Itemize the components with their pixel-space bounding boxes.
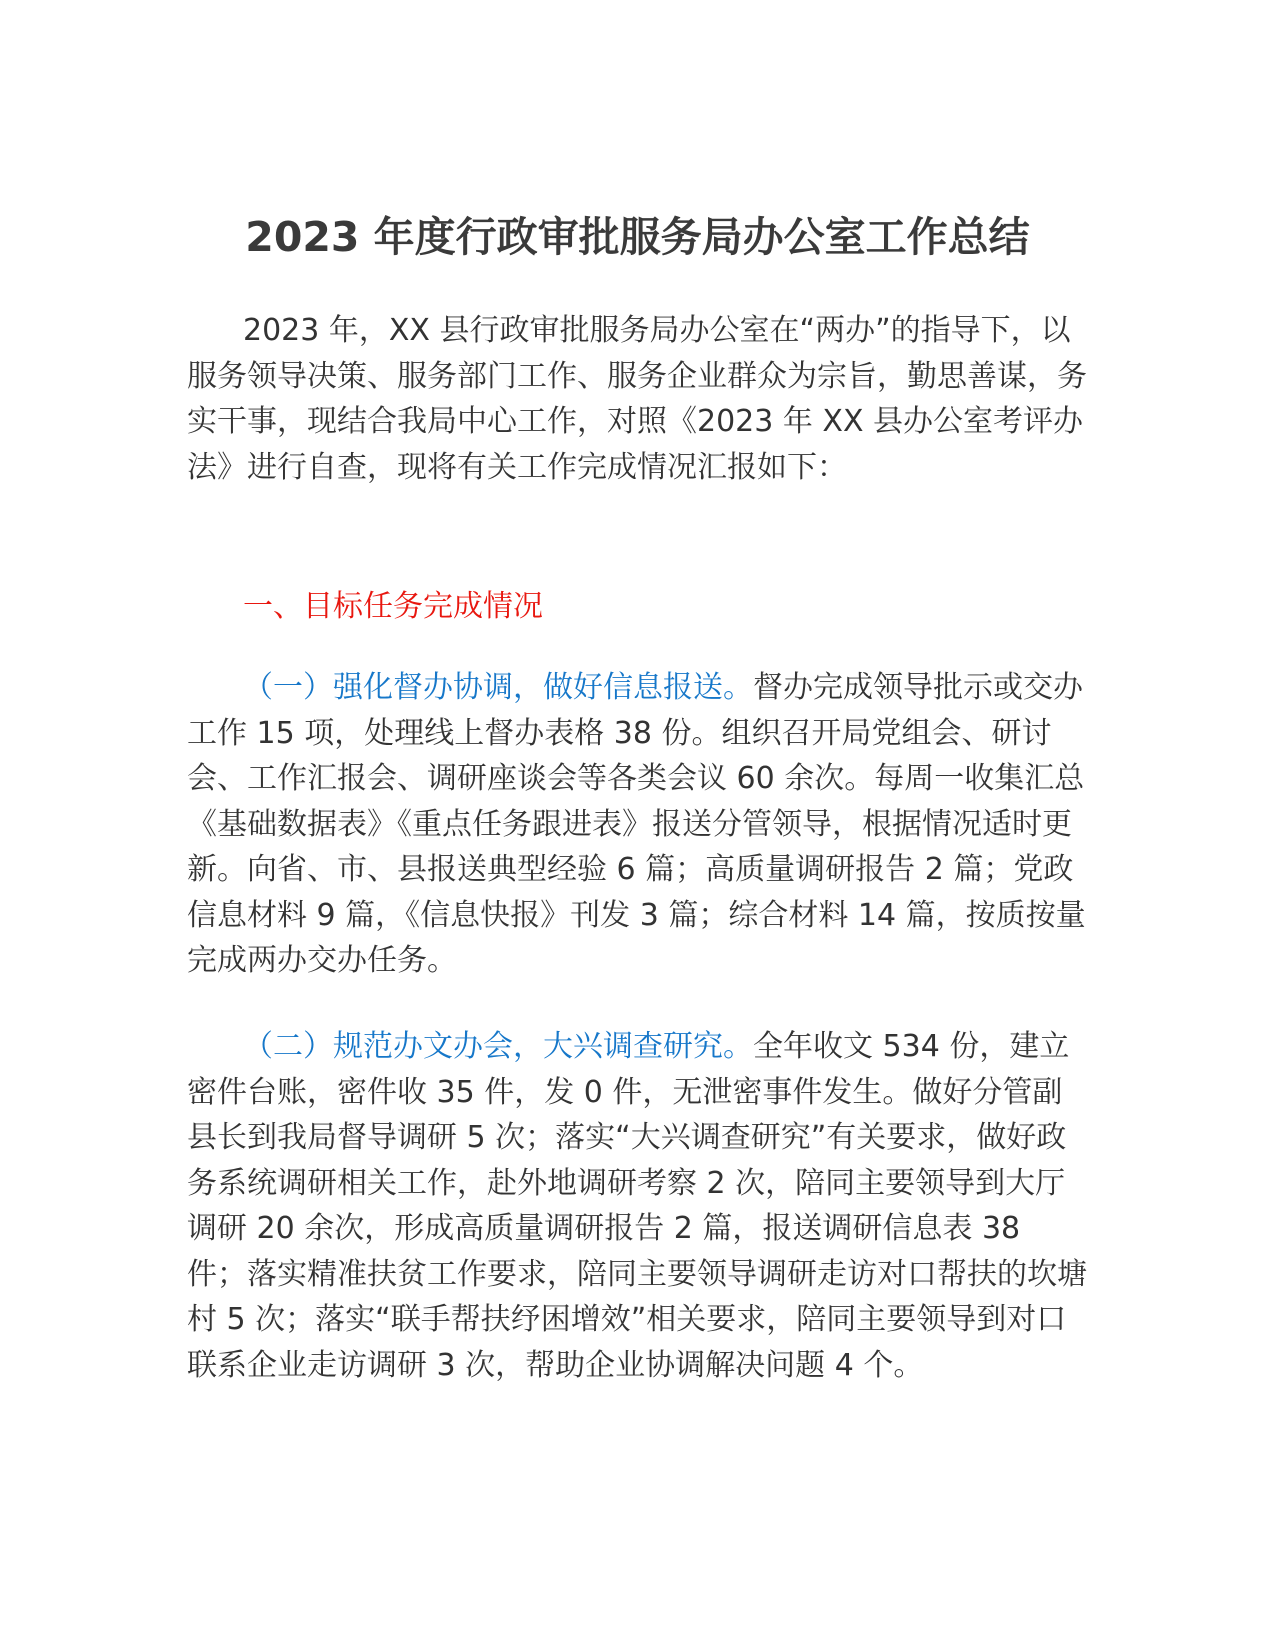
item-2-lead: （二）规范办文办会，大兴调查研究。 (243, 1029, 753, 1064)
section-heading-text: 一、目标任务完成情况 (243, 589, 543, 624)
paragraph-item-1 (187, 665, 1087, 984)
intro-paragraph: 2023 年，XX 县行政审批服务局办公室在“两办”的指导下，以服务领导决策、服务部门工作、服务企业群众为宗旨，勤思善谋，务实干事，现结合我局中心工作，对照《2023 年 XX 县办公室考评办法》进行自查，现将有关工作完成情况汇报如下： (187, 313, 1087, 485)
item-1-text: 督办完成领导批示或交办工作 15 项，处理线上督办表格 38 份。组织召开局党组会、研讨会、工作汇报会、调研座谈会等各类会议 60 余次。每周一收集汇总《基础数据表》《重点任务跟进表》报送分管领导，根据情况适时更新。向省、市、县报送典型经验 6 篇；高质量调研报告 2 篇；党政信息材料 9 篇，《信息快报》刊发 3 篇；综合材料 14 篇，按质按量完成两办交办任务。 (187, 670, 1086, 978)
item-2-text: 全年收文 534 份，建立密件台账，密件收 35 件，发 0 件，无泄密事件发生。做好分管副县长到我局督导调研 5 次；落实“大兴调查研究”有关要求，做好政务系统调研相关工作，赴外地调研考察 2 次，陪同主要领导到大厅调研 20 余次，形成高质量调研报告 2 篇，报送调研信息表 38 件；落实精准扶贫工作要求，陪同主要领导调研走访对口帮扶的坎塘村 5 次；落实“联手帮扶纾困增效”相关要求，陪同主要领导到对口联系企业走访调研 3 次，帮助企业协调解决问题 4 个。 (187, 1029, 1087, 1383)
section-heading (187, 584, 1087, 630)
document-title: 2023 年度行政审批服务局办公室工作总结 (245, 213, 1030, 261)
paragraph-item-2 (187, 1024, 1087, 1388)
item-1-lead: （一）强化督办协调，做好信息报送。 (243, 670, 753, 705)
